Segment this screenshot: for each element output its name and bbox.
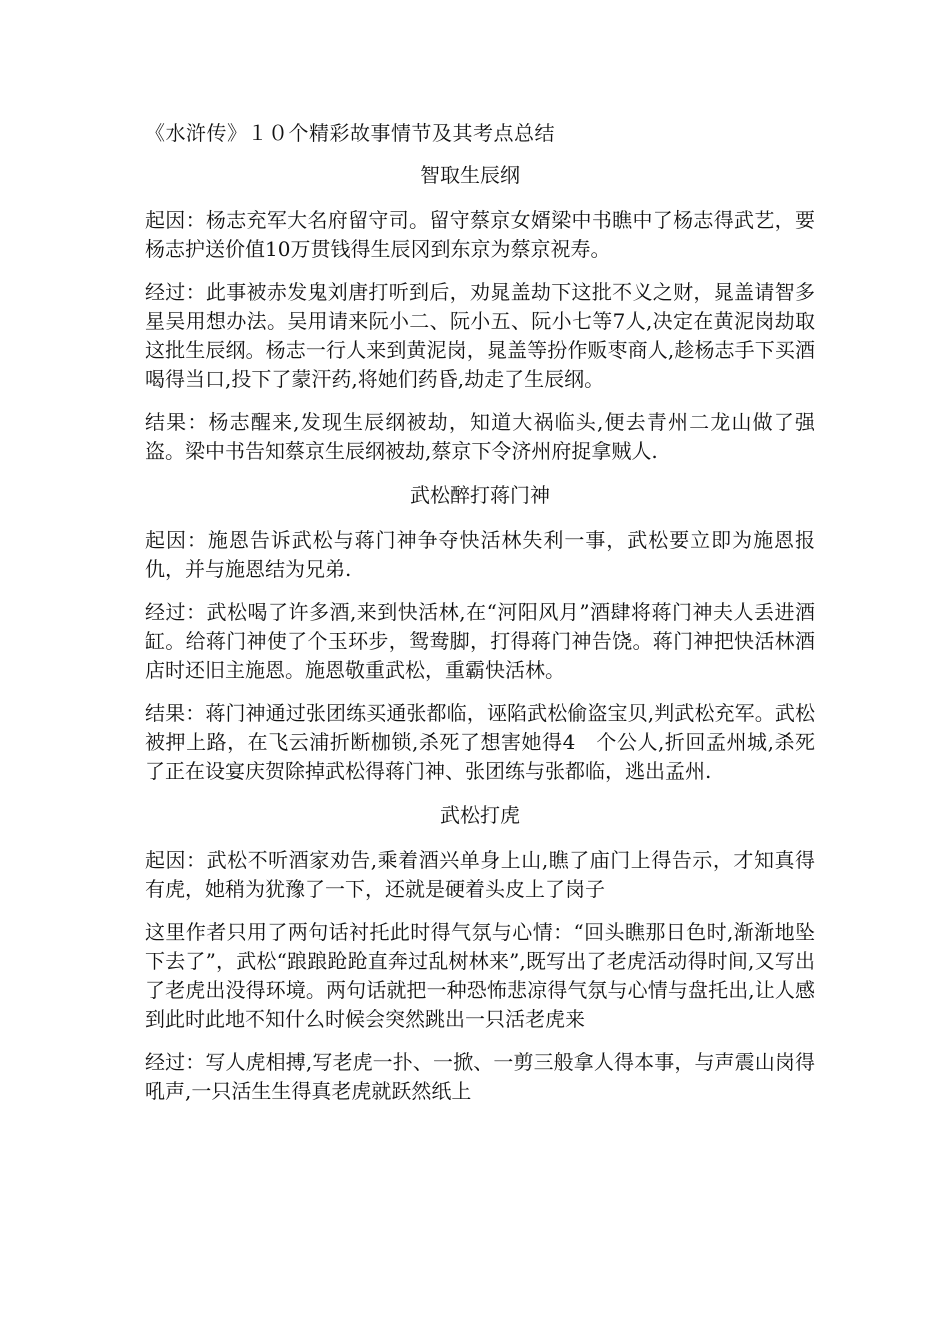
paragraph-process: 经过：武松喝了许多酒,来到快活林,在“河阳风月”酒肆将蒋门神夫人丢进酒缸。给蒋门神使了个玉环步，鸳鸯脚，打得蒋门神告饶。蒋门神把快活林酒店时还旧主施恩。施恩敬重武松，重霸快活林。 [145,600,815,682]
section-wusong-dahu [145,800,815,1106]
paragraph-commentary: 这里作者只用了两句话衬托此时得气氛与心情：“回头瞧那日色时,渐渐地坠下去了”，武松“踉踉跄跄直奔过乱树林来”,既写出了老虎活动得时间,又写出了老虎出没得环境。两句话就把一种恐怖悲凉得气氛与心情与盘托出,让人感到此时此地不知什么时候会突然跳出一只活老虎来 [145,920,815,1031]
section-wusong-zuida-jiangmenshen [145,480,815,786]
section-zhiqu-shengchengang [145,160,815,466]
paragraph-result: 结果：蒋门神通过张团练买通张都临，诬陷武松偷盗宝贝,判武松充军。武松被押上路，在飞云浦折断枷锁,杀死了想害她得4 个公人,折回孟州城,杀死了正在设宴庆贺除掉武松得蒋门神、张团练与张都临，逃出孟州. [145,701,815,783]
paragraph-cause: 起因：武松不听酒家劝告,乘着酒兴单身上山,瞧了庙门上得告示，才知真得有虎，她稍为犹豫了一下，还就是硬着头皮上了岗子 [145,848,815,901]
paragraph-process: 经过：此事被赤发鬼刘唐打听到后，劝晁盖劫下这批不义之财，晁盖请智多星吴用想办法。吴用请来阮小二、阮小五、阮小七等7人,决定在黄泥岗劫取这批生辰纲。杨志一行人来到黄泥岗，晁盖等扮作贩枣商人,趁杨志手下买酒喝得当口,投下了蒙汗药,将她们药昏,劫走了生辰纲。 [145,280,815,391]
paragraph-cause: 起因：杨志充军大名府留守司。留守蔡京女婿梁中书瞧中了杨志得武艺，要杨志护送价值10万贯钱得生辰冈到东京为蔡京祝寿。 [145,208,815,261]
paragraph-result: 结果：杨志醒来,发现生辰纲被劫，知道大祸临头,便去青州二龙山做了强盗。梁中书告知蔡京生辰纲被劫,蔡京下令济州府捉拿贼人. [145,410,815,463]
paragraph-cause: 起因：施恩告诉武松与蒋门神争夺快活林失利一事，武松要立即为施恩报仇，并与施恩结为兄弟. [145,528,815,581]
document-title: 《水浒传》１０个精彩故事情节及其考点总结 [145,121,555,145]
paragraph-process: 经过：写人虎相搏,写老虎一扑、一掀、一剪三般拿人得本事，与声震山岗得吼声,一只活生生得真老虎就跃然纸上 [145,1050,815,1103]
document-page [145,118,815,1120]
section-heading: 武松醉打蒋门神 [410,483,550,507]
section-heading: 武松打虎 [440,803,520,827]
section-heading: 智取生辰纲 [420,163,520,187]
